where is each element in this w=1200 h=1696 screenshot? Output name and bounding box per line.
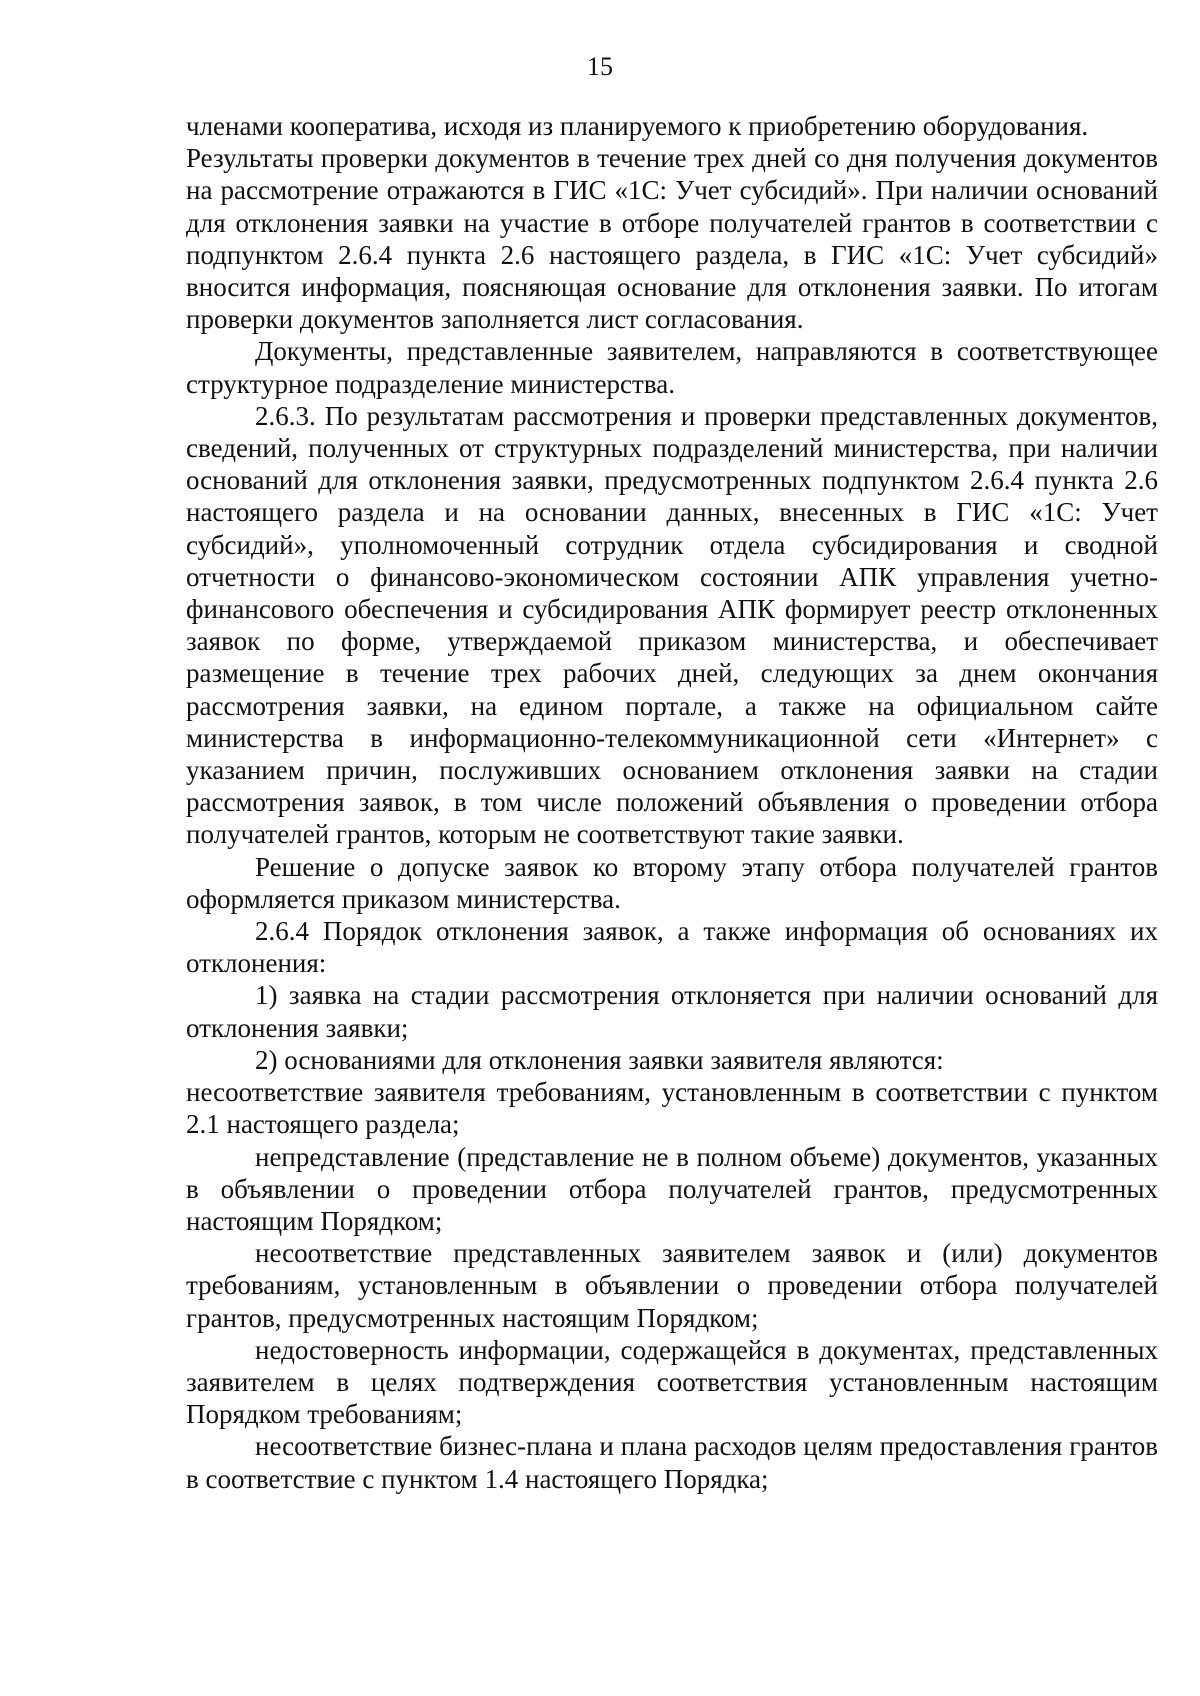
paragraph: членами кооператива, исходя из планируемого к приобретению оборудования. <box>186 111 1089 141</box>
page-number: 15 <box>587 52 613 81</box>
paragraph: несоответствие бизнес-плана и плана расходов целям предоставления грантов в соответствие с пунктом 1.4 настоящего Порядка; <box>186 1431 1158 1494</box>
paragraph: Решение о допуске заявок ко второму этапу отбора получателей грантов оформляется приказом министерства. <box>186 851 1158 914</box>
paragraph: Документы, представленные заявителем, направляются в соответствующее структурное подразделение министерства. <box>186 336 1158 399</box>
paragraph: несоответствие заявителя требованиям, установленным в соответствии с пунктом 2.1 настоящего раздела; <box>186 1077 1158 1140</box>
paragraph: 2.6.3. По результатам рассмотрения и проверки представленных документов, сведений, полученных от структурных подразделений министерства, при наличии оснований для отклонения заявки, предусмотренных подпунктом 2.6.4 пункта 2.6 настоящего раздела и на основании данных, внесенных в ГИС «1С: Учет субсидий», уполномоченный сотрудник отдела субсидирования и сводной отчетности о финансово-экономическом состоянии АПК управления учетно-финансового обеспечения и субсидирования АПК формирует реестр отклоненных заявок по форме, утверждаемой приказом министерства, и обеспечивает размещение в течение трех рабочих дней, следующих за днем окончания рассмотрения заявки, на едином портале, а также на официальном сайте министерства в информационно-телекоммуникационной сети «Интернет» с указанием причин, послуживших основанием отклонения заявки на стадии рассмотрения заявок, в том числе положений объявления о проведении отбора получателей грантов, которым не соответствуют такие заявки. <box>186 400 1158 850</box>
paragraph: 2.6.4 Порядок отклонения заявок, а также информация об основаниях их отклонения: <box>186 916 1158 979</box>
paragraph: несоответствие представленных заявителем заявок и (или) документов требованиям, установленным в объявлении о проведении отбора получателей грантов, предусмотренных настоящим Порядком; <box>186 1238 1158 1333</box>
paragraph: недостоверность информации, содержащейся в документах, представленных заявителем в целях подтверждения соответствия установленным настоящим Порядком требованиям; <box>186 1334 1158 1430</box>
document-body <box>186 110 1158 1495</box>
paragraph: 1) заявка на стадии рассмотрения отклоняется при наличии оснований для отклонения заявки; <box>186 980 1158 1043</box>
paragraph: Результаты проверки документов в течение трех дней со дня получения документов на рассмотрение отражаются в ГИС «1С: Учет субсидий». При наличии оснований для отклонения заявки на участие в отборе получателей грантов в соответствии с подпунктом 2.6.4 пункта 2.6 настоящего раздела, в ГИС «1С: Учет субсидий» вносится информация, поясняющая основание для отклонения заявки. По итогам проверки документов заполняется лист согласования. <box>186 143 1158 335</box>
paragraph: непредставление (представление не в полном объеме) документов, указанных в объявлении о проведении отбора получателей грантов, предусмотренных настоящим Порядком; <box>186 1141 1158 1236</box>
paragraph: 2) основаниями для отклонения заявки заявителя являются: <box>255 1044 944 1075</box>
